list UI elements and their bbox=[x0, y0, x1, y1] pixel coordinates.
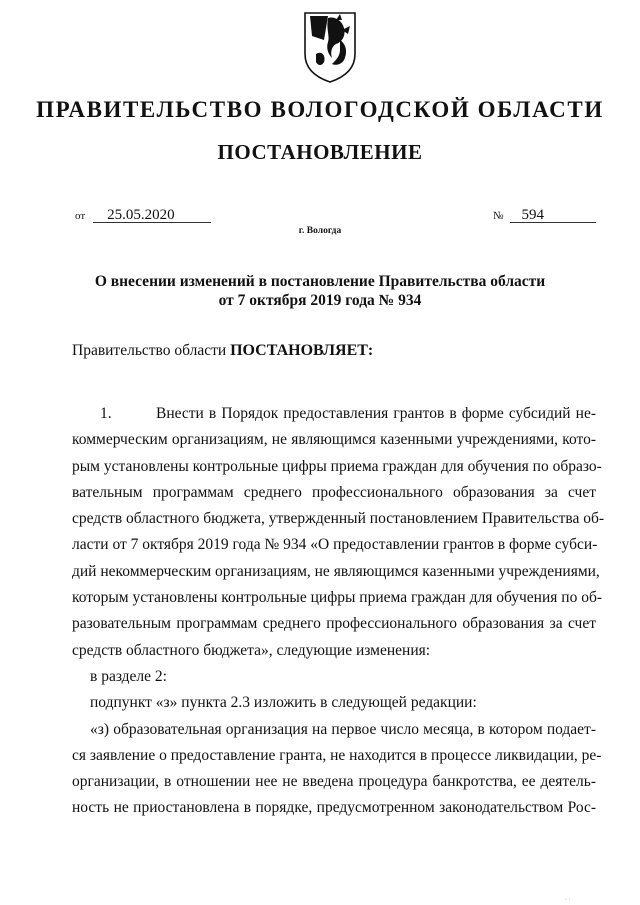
footer-mark: · · bbox=[565, 897, 571, 903]
body-line: дий некоммерческим организациям, не являющимся казенными учреждениями, bbox=[72, 562, 600, 580]
document-number bbox=[493, 207, 596, 223]
body-line: в разделе 2: bbox=[90, 667, 167, 685]
document-type: ПОСТАНОВЛЕНИЕ bbox=[217, 140, 423, 164]
heading-line-2: от 7 октября 2019 года № 934 bbox=[218, 292, 422, 309]
body-line: рым установлены контрольные цифры приема граждан для обучения по образо- bbox=[72, 457, 602, 475]
body-line: средств областного бюджета, утвержденный постановлением Правительства об- bbox=[72, 510, 605, 528]
body-line: ся заявление о предоставление гранта, не находится в процессе ликвидации, ре- bbox=[72, 746, 602, 764]
document-date bbox=[75, 207, 211, 223]
body-line: 1. Внести в Порядок предоставления грантов в форме субсидий не- bbox=[72, 401, 596, 427]
resolves-statement bbox=[72, 342, 373, 360]
body-line: средств областного бюджета», следующие изменения: bbox=[72, 641, 431, 659]
resolves-bold: ПОСТАНОВЛЯЕТ: bbox=[230, 342, 374, 359]
body-line: коммерческим организациям, не являющимся казенными учреждениями, кото- bbox=[72, 431, 596, 449]
body-line: ласти от 7 октября 2019 года № 934 «О предоставлении грантов в форме субси- bbox=[72, 536, 598, 554]
body-paragraph bbox=[72, 401, 605, 822]
body-line: подпункт «з» пункта 2.3 изложить в следующей редакции: bbox=[90, 694, 477, 712]
body-line: разовательным программам среднего профессионального образования за счет bbox=[72, 615, 596, 633]
item-number: 1. bbox=[100, 405, 112, 422]
body-line: ность не приостановлена в порядке, предусмотренном законодательством Рос- bbox=[72, 799, 596, 817]
resolves-text: Правительство области bbox=[72, 342, 227, 359]
body-line: организации, в отношении нее не введена процедура банкротства, ее деятель- bbox=[72, 773, 596, 791]
number-prefix: № bbox=[493, 210, 504, 222]
body-line: которым установлены контрольные цифры приема граждан для обучения по об- bbox=[72, 589, 602, 607]
body-line: вательным программам среднего профессионального образования за счет bbox=[72, 483, 596, 501]
date-value: 25.05.2020 bbox=[93, 208, 211, 223]
coat-of-arms-icon bbox=[302, 10, 358, 84]
document-heading bbox=[0, 272, 640, 310]
date-prefix: от bbox=[75, 210, 86, 222]
government-title: ПРАВИТЕЛЬСТВО ВОЛОГОДСКОЙ ОБЛАСТИ bbox=[36, 97, 604, 122]
number-value: 594 bbox=[510, 208, 596, 223]
body-line: «з) образовательная организация на первое число месяца, в котором подает- bbox=[90, 720, 596, 738]
heading-line-1: О внесении изменений в постановление Правительства области bbox=[94, 273, 546, 290]
city-label: г. Вологда bbox=[298, 226, 342, 236]
